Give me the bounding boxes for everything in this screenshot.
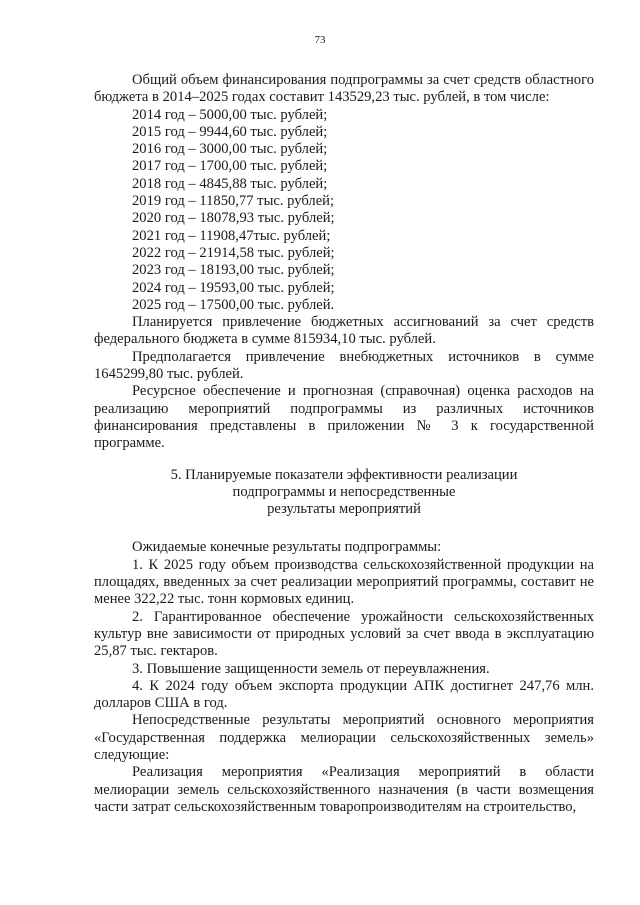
federal-budget-paragraph: Планируется привлечение бюджетных ассигнований за счет средств федерального бюджета в сумме 815934,10 тыс. рублей.	[94, 314, 594, 348]
year-line-2021: 2021 год – 11908,47тыс. рублей;	[132, 227, 331, 244]
result-item-2: 2. Гарантированное обеспечение урожайности сельскохозяйственных культур вне зависимости от природных условий за счет ввода в эксплуатацию 25,87 тыс. гектаров.	[94, 608, 594, 660]
result-item-1: 1. К 2025 году объем производства сельскохозяйственной продукции на площадях, введенных за счет реализации мероприятий программы, составит не менее 322,22 тыс. тонн кормовых единиц.	[94, 556, 594, 608]
year-line-2018: 2018 год – 4845,88 тыс. рублей;	[132, 175, 328, 192]
results-intro: Ожидаемые конечные результаты подпрограммы:	[132, 539, 442, 556]
year-line-2019: 2019 год – 11850,77 тыс. рублей;	[132, 193, 335, 210]
section-heading-line-2: подпрограммы и непосредственные	[232, 483, 456, 500]
document-body	[94, 72, 594, 816]
extrabudget-paragraph: Предполагается привлечение внебюджетных источников в сумме 1645299,80 тыс. рублей.	[94, 348, 594, 383]
page-number: 73	[314, 34, 326, 46]
resource-paragraph: Ресурсное обеспечение и прогнозная (справочная) оценка расходов на реализацию мероприятий подпрограммы из различных источников финансирования представлены в приложении № 3 к государственной программе.	[94, 383, 594, 452]
year-line-2015: 2015 год – 9944,60 тыс. рублей;	[132, 123, 328, 140]
year-line-2023: 2023 год – 18193,00 тыс. рублей;	[132, 262, 335, 279]
year-line-2014: 2014 год – 5000,00 тыс. рублей;	[132, 106, 328, 123]
direct-results-paragraph: Непосредственные результаты мероприятий основного мероприятия «Государственная поддержка мелиорации сельскохозяйственных земель» следующие:	[94, 712, 594, 763]
financing-intro: Общий объем финансирования подпрограммы за счет средств областного бюджета в 2014–2025 годах составит 143529,23 тыс. рублей, в том числе:	[94, 72, 594, 106]
year-line-2022: 2022 год – 21914,58 тыс. рублей;	[132, 244, 335, 261]
section-heading	[94, 467, 594, 519]
year-line-2020: 2020 год – 18078,93 тыс. рублей;	[132, 210, 335, 227]
year-line-2017: 2017 год – 1700,00 тыс. рублей;	[132, 158, 328, 175]
realization-paragraph: Реализация мероприятия «Реализация мероприятий в области мелиорации земель сельскохозяйственного назначения (в части возмещения части затрат сельскохозяйственным товаропроизводителям на строительство,	[94, 764, 594, 815]
year-line-2016: 2016 год – 3000,00 тыс. рублей;	[132, 141, 328, 158]
result-item-4: 4. К 2024 году объем экспорта продукции АПК достигнет 247,76 млн. долларов США в год.	[94, 677, 594, 712]
year-line-2025: 2025 год – 17500,00 тыс. рублей.	[132, 296, 335, 313]
result-item-3: 3. Повышение защищенности земель от переувлажнения.	[132, 660, 490, 677]
section-heading-line-1: 5. Планируемые показатели эффективности реализации	[170, 466, 518, 483]
section-heading-line-3: результаты мероприятий	[267, 501, 421, 518]
year-line-2024: 2024 год – 19593,00 тыс. рублей;	[132, 279, 335, 296]
